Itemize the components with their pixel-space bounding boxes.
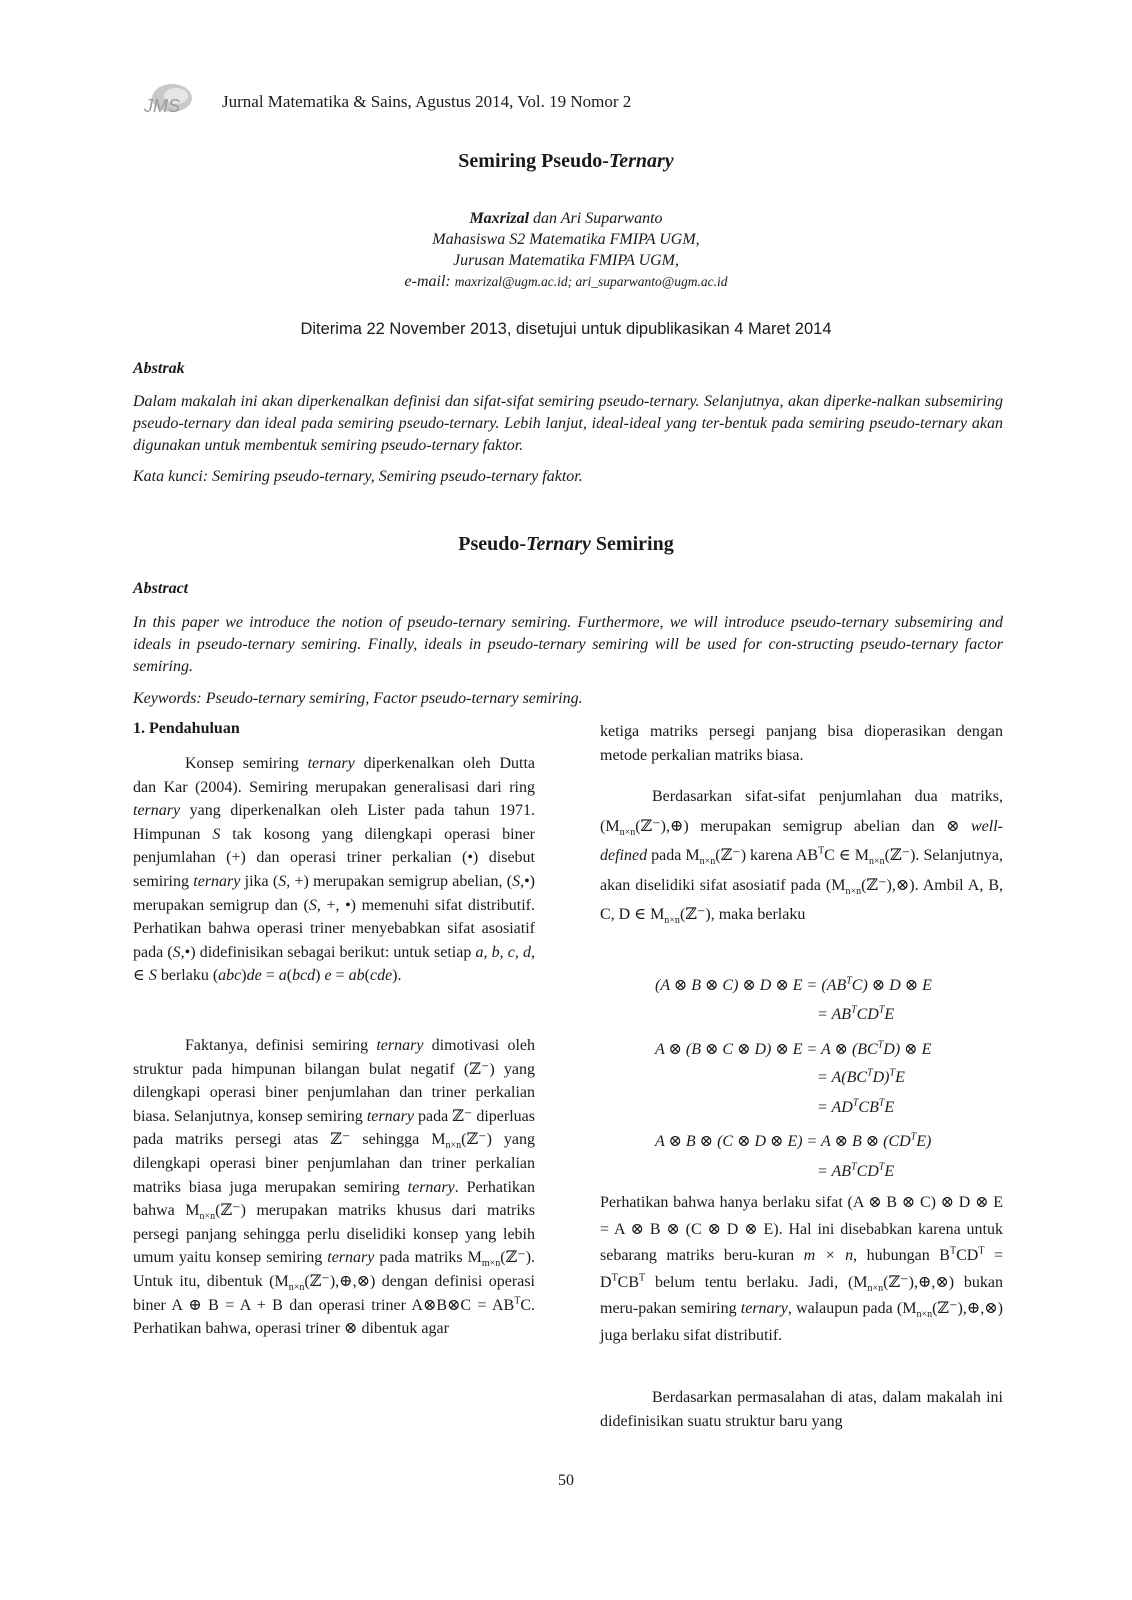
paragraph-segment: S (308, 896, 317, 914)
journal-logo (138, 78, 198, 124)
right-paragraph-1: Berdasarkan sifat-sifat penjumlahan dua matriks, $(M_{n\times n}(ℤ^-),\oplus)$ merupakan semigrup abelian dan ⊗ well-defined pada $M_{n\times n}(ℤ^-)$ karena $AB^TC$ ∈ $M_{n\times n}(ℤ^-)$. Selanjutnya, akan diselidiki sifat asosiatif pada $(M_{n\times n}(ℤ^-),\otimes)$. Ambil A, B, C, D ∈ $M_{n\times n}(ℤ^-)$, maka berlaku (600, 788, 1003, 927)
abstract-heading: Abstract (133, 580, 189, 597)
paragraph-segment: ,•) didefinisikan sebagai berikut: untuk setiap (180, 943, 476, 961)
paragraph-segment: Konsep semiring (185, 755, 308, 772)
equation-block (600, 975, 1003, 1185)
equation-line-3: A ⊗ (B ⊗ C ⊗ D) ⊗ E = A ⊗ $(BC^TD)$ ⊗ E (655, 1039, 932, 1058)
paragraph-segment: ) (315, 967, 325, 985)
paragraph-segment: S (172, 943, 181, 961)
paragraph-segment: , +, •) memenuhi sifat distributif. Perhatikan bahwa operasi triner menyebabkan sifat asosiatif pada ( (133, 896, 535, 961)
paragraph-segment: S (148, 967, 157, 985)
paragraph-segment: ternary (193, 872, 241, 890)
paragraph-segment: a (278, 967, 287, 985)
paragraph-segment: ) (241, 967, 247, 985)
equation-line-4: = $A(BC^TD)^TE$ (817, 1067, 905, 1086)
paragraph-segment: ( (364, 967, 370, 985)
equation-line-5: = $AD^TCB^TE$ (817, 1097, 895, 1116)
paragraph-segment: ab (348, 967, 365, 985)
paragraph-segment: = (331, 967, 349, 985)
section-heading: 1. Pendahuluan (133, 720, 240, 737)
paragraph-segment: abc (218, 967, 242, 985)
paragraph-segment: bcd (292, 967, 316, 985)
received-date: Diterima 22 November 2013, disetujui untuk dipublikasikan 4 Maret 2014 (300, 320, 832, 338)
abstract-keywords: Keywords: Pseudo-ternary semiring, Factor pseudo-ternary semiring. (133, 690, 583, 707)
left-paragraph-1 (133, 752, 535, 988)
affiliation-2: Jurusan Matematika FMIPA UGM, (452, 252, 680, 269)
logo-text: JMS (144, 96, 180, 116)
paragraph-segment: ,•) merupakan semigrup dan ( (133, 872, 535, 914)
equation-line-1: (A ⊗ B ⊗ C) ⊗ D ⊗ $E = (AB^TC)$ ⊗ D ⊗ E (655, 975, 932, 994)
right-paragraph-0: ketiga matriks persegi panjang bisa dioperasikan dengan metode perkalian matriks biasa. (600, 723, 1003, 764)
paragraph-segment: yang diperkenalkan oleh Lister pada tahun 1971. Himpunan (133, 802, 535, 843)
paragraph-segment: de (246, 967, 262, 985)
paragraph-segment: e (324, 967, 332, 985)
abstract-body: In this paper we introduce the notion of pseudo-ternary semiring. Furthermore, we will introduce pseudo-ternary subsemiring and ideals in pseudo-ternary semiring. Finally, ideals in pseudo-ternary semiring will be used for con-structing pseudo-ternary factor semiring. (133, 614, 1003, 675)
right-paragraph-3: Berdasarkan permasalahan di atas, dalam makalah ini didefinisikan suatu struktur baru yang (600, 1389, 1003, 1430)
paper-title-id: Semiring Pseudo-Ternary (458, 150, 674, 172)
paragraph-segment: ternary (307, 755, 355, 772)
page-number: 50 (558, 1472, 574, 1489)
right-paragraph-2: Perhatikan bahwa hanya berlaku sifat (A ⊗ B ⊗ C) ⊗ D ⊗ E = A ⊗ B ⊗ (C ⊗ D ⊗ E). Hal ini disebabkan karena untuk sebarang matriks beru-kuran m × n, hubungan $B^TCD^T = D^TCB^T$ belum tentu berlaku. Jadi, $(M_{n\times n}(ℤ^-),\oplus,\otimes)$ bukan meru-pakan semiring ternary, walaupun pada $(M_{n\times n}(ℤ^-),\oplus,\otimes)$ juga berlaku sifat distributif. (600, 1194, 1003, 1344)
paragraph-segment: jika ( (240, 872, 279, 890)
paragraph-segment: ternary (133, 802, 181, 820)
paragraph-segment: = (261, 967, 279, 985)
abstrak-keywords: Kata kunci: Semiring pseudo-ternary, Semiring pseudo-ternary faktor. (133, 468, 583, 485)
paragraph-segment: S (278, 872, 287, 890)
email-addresses: maxrizal@ugm.ac.id; ari_suparwanto@ugm.ac.id (454, 274, 728, 289)
equation-line-2: = $AB^TCD^TE$ (817, 1004, 895, 1023)
equation-line-7: = $AB^TCD^TE$ (817, 1161, 895, 1180)
paper-title-en: Pseudo-Ternary Semiring (458, 533, 674, 555)
paragraph-segment: tak kosong yang dilengkapi operasi biner penjumlahan (+) dan operasi triner perkalian (•) disebut semiring (133, 825, 536, 890)
abstrak-heading: Abstrak (133, 360, 185, 377)
left-paragraph-2: Faktanya, definisi semiring ternary dimotivasi oleh struktur pada himpunan bilangan bulat negatif (ℤ⁻) yang dilengkapi operasi biner penjumlahan dan triner perkalian biasa. Selanjutnya, konsep semiring ternary pada ℤ⁻ diperluas pada matriks persegi atas ℤ⁻ sehingga $M_{n\times n}(ℤ^-)$ yang dilengkapi operasi biner penjumlahan dan triner perkalian matriks biasa juga merupakan semiring ternary. Perhatikan bahwa $M_{n\times n}(ℤ^-)$ merupakan matriks khusus dari matriks persegi panjang sehingga perlu diselidiki konsep yang lebih umum yaitu konsep semiring ternary pada matriks $M_{m\times n}(ℤ^-)$. Untuk itu, dibentuk $(M_{n\times n}(ℤ^-),\oplus,\otimes)$ dengan definisi operasi biner A ⊕ B = A + B dan operasi triner A⊗B⊗C = $AB^TC$. Perhatikan bahwa, operasi triner ⊗ dibentuk agar (133, 1037, 536, 1338)
paragraph-segment: S (512, 872, 521, 890)
paragraph-segment: a, b, c, d, (475, 943, 535, 961)
abstrak-body: Dalam makalah ini akan diperkenalkan definisi dan sifat-sifat semiring pseudo-ternary. Selanjutnya, akan diperke-nalkan subsemiring pseudo-ternary dan ideal pada semiring pseudo-ternary. Lebih lanjut, ideal-ideal yang ter-bentuk pada semiring pseudo-ternary akan digunakan untuk membentuk semiring pseudo-ternary faktor. (133, 393, 1003, 454)
paragraph-segment: S (212, 825, 221, 843)
equation-line-6: A ⊗ B ⊗ (C ⊗ D ⊗ E) = A ⊗ B ⊗ $(CD^TE)$ (655, 1131, 932, 1150)
email-line: e-mail: maxrizal@ugm.ac.id; ari_suparwanto@ugm.ac.id (404, 273, 728, 290)
paragraph-segment: diperkenalkan oleh Dutta dan Kar (2004). Semiring merupakan generalisasi dari ring (133, 755, 535, 796)
paragraph-segment: ). (392, 967, 402, 985)
author-block: Maxrizal dan Ari Suparwanto Mahasiswa S2 Matematika FMIPA UGM, Jurusan Matematika FMIPA UGM, e-mail: maxrizal@ugm.ac.id; ari_suparwanto@ugm.ac.id (0, 208, 1132, 292)
paragraph-segment: ( (286, 967, 293, 985)
paragraph-segment: cde (369, 967, 393, 985)
paragraph-segment: ∈ (133, 967, 149, 985)
affiliation-1: Mahasiswa S2 Matematika FMIPA UGM, (432, 231, 700, 248)
journal-header: Jurnal Matematika & Sains, Agustus 2014, Vol. 19 Nomor 2 (222, 92, 632, 111)
paragraph-segment: , +) merupakan semigrup abelian, ( (286, 872, 513, 890)
paragraph-segment: berlaku ( (156, 967, 219, 985)
lead-author: Maxrizal (469, 210, 530, 227)
